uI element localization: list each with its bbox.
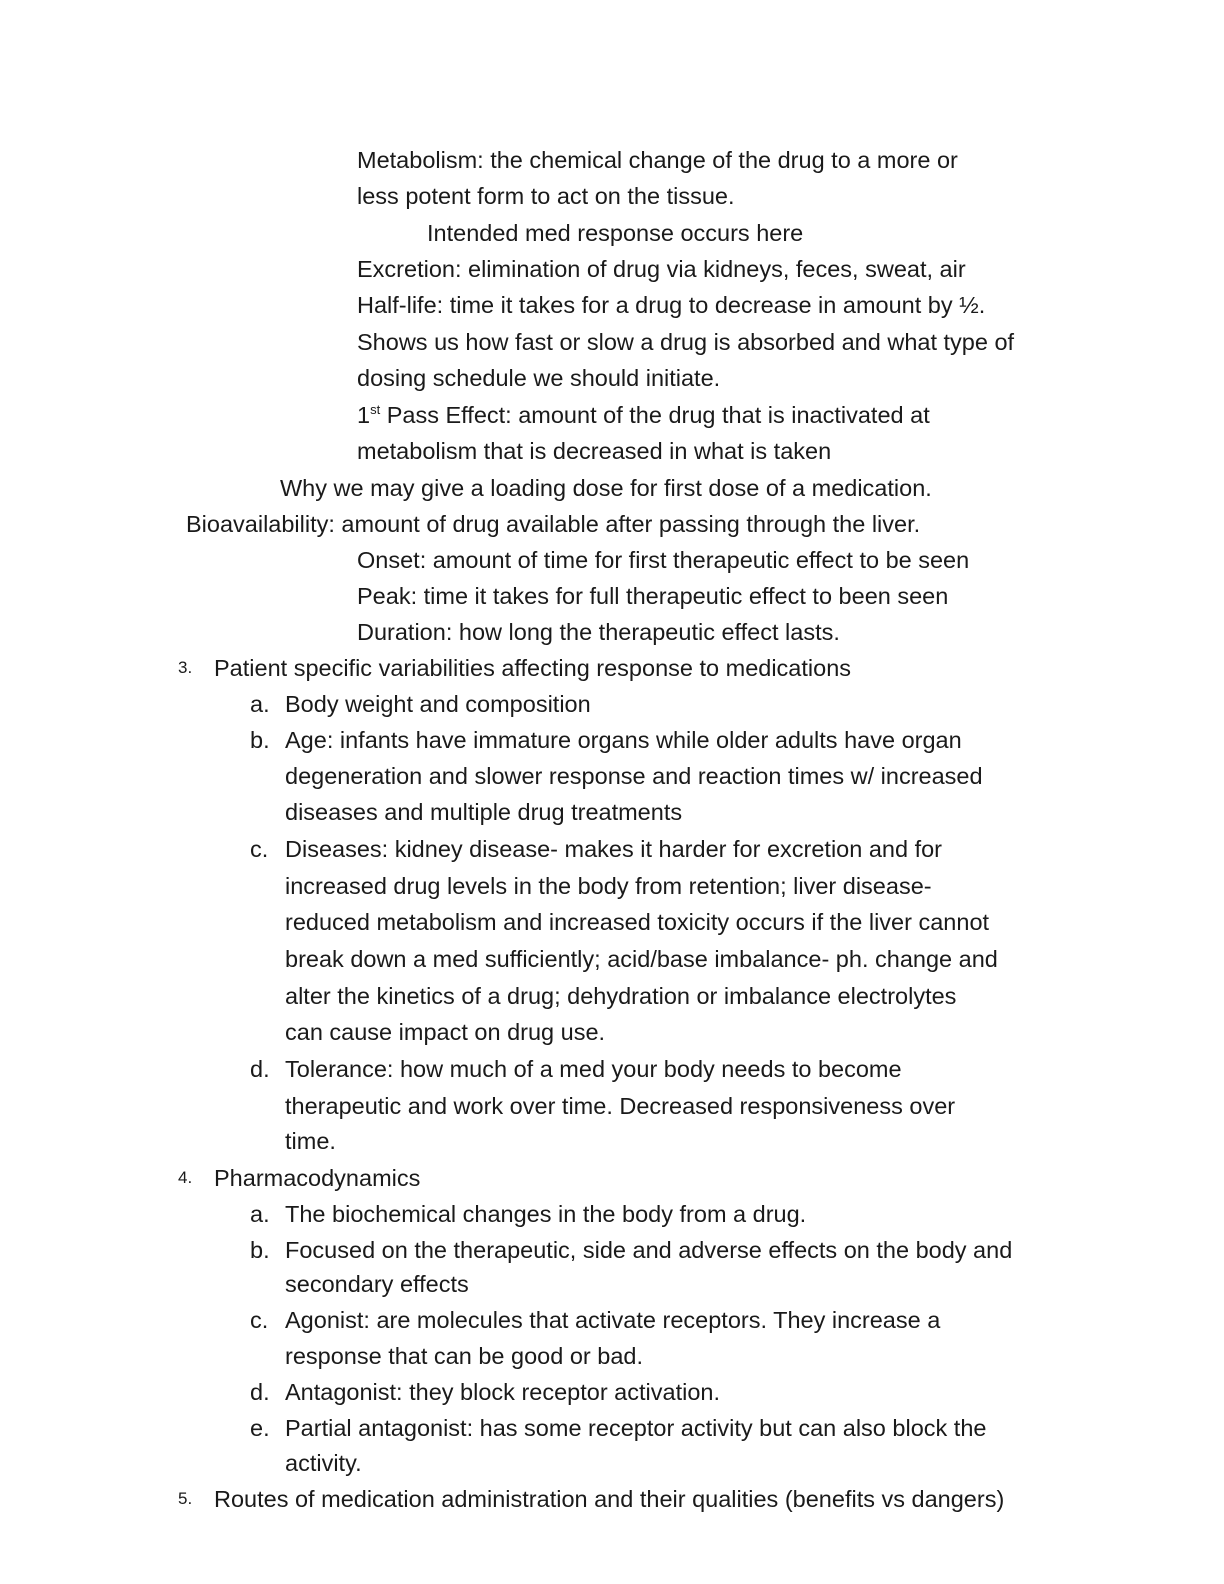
list-item-text: Age: infants have immature organs while older adults have organ	[285, 727, 962, 753]
list-item-text: Onset: amount of time for first therapeutic effect to be seen	[357, 547, 970, 573]
list-item-text: Metabolism: the chemical change of the drug to a more or	[357, 147, 958, 173]
ordinal-suffix: st	[370, 402, 381, 417]
list-item-text: Focused on the therapeutic, side and adverse effects on the body and	[285, 1237, 1013, 1263]
list-item-text: response that can be good or bad.	[285, 1343, 643, 1369]
list-marker: c.	[250, 1307, 269, 1333]
list-item-text: Bioavailability: amount of drug available after passing through the liver.	[186, 511, 921, 537]
list-item-text: diseases and multiple drug treatments	[285, 799, 683, 825]
list-item-text: Pharmacodynamics	[214, 1165, 421, 1191]
list-item-text: The biochemical changes in the body from a drug.	[285, 1201, 807, 1227]
list-item-text: less potent form to act on the tissue.	[357, 183, 735, 209]
list-item-text: dosing schedule we should initiate.	[357, 365, 721, 391]
list-item-text: Peak: time it takes for full therapeutic effect to been seen	[357, 583, 949, 609]
list-item-text: degeneration and slower response and reaction times w/ increased	[285, 763, 983, 789]
list-item-text: Duration: how long the therapeutic effect lasts.	[357, 619, 840, 645]
list-item-text-rest: Pass Effect: amount of the drug that is inactivated at	[386, 402, 930, 428]
list-marker: e.	[250, 1415, 270, 1441]
list-marker: 4.	[178, 1168, 193, 1187]
list-item-text: Intended med response occurs here	[427, 220, 804, 246]
list-item-text: Shows us how fast or slow a drug is absorbed and what type of	[357, 329, 1015, 355]
list-item-text: Body weight and composition	[285, 691, 591, 717]
list-item-text: break down a med sufficiently; acid/base imbalance- ph. change and	[285, 946, 998, 972]
list-item-text: therapeutic and work over time. Decreased responsiveness over	[285, 1093, 956, 1119]
list-item-text: Partial antagonist: has some receptor activity but can also block the	[285, 1415, 987, 1441]
list-item-text: Half-life: time it takes for a drug to decrease in amount by ½.	[357, 292, 986, 318]
list-item-text: Diseases: kidney disease- makes it harder for excretion and for	[285, 836, 943, 862]
list-marker: c.	[250, 836, 269, 862]
list-marker: b.	[250, 1237, 270, 1263]
list-item-text: alter the kinetics of a drug; dehydration or imbalance electrolytes	[285, 983, 957, 1009]
list-item-text	[357, 401, 930, 429]
list-marker: a.	[250, 1201, 270, 1227]
list-item-text: Antagonist: they block receptor activation.	[285, 1379, 720, 1405]
list-item-text: Excretion: elimination of drug via kidneys, feces, sweat, air	[357, 256, 966, 282]
list-item-text: increased drug levels in the body from retention; liver disease-	[285, 873, 932, 899]
list-item-text: time.	[285, 1128, 336, 1154]
list-item-text: can cause impact on drug use.	[285, 1019, 606, 1045]
list-marker: d.	[250, 1379, 270, 1405]
ordinal-number: 1	[357, 402, 371, 428]
list-item-text: Routes of medication administration and their qualities (benefits vs dangers)	[214, 1486, 1005, 1512]
list-marker: b.	[250, 727, 270, 753]
list-marker: 3.	[178, 658, 193, 677]
list-item-text: reduced metabolism and increased toxicity occurs if the liver cannot	[285, 909, 990, 935]
list-marker: 5.	[178, 1489, 193, 1508]
list-item-text: secondary effects	[285, 1271, 469, 1297]
list-item-text: Tolerance: how much of a med your body needs to become	[285, 1056, 902, 1082]
list-item-text: Why we may give a loading dose for first dose of a medication.	[280, 475, 932, 501]
list-item-text: activity.	[285, 1450, 362, 1476]
list-marker: a.	[250, 691, 270, 717]
list-item-text: metabolism that is decreased in what is taken	[357, 438, 832, 464]
list-item-text: Agonist: are molecules that activate receptors. They increase a	[285, 1307, 941, 1333]
list-item-text: Patient specific variabilities affecting response to medications	[214, 655, 852, 681]
list-marker: d.	[250, 1056, 270, 1082]
